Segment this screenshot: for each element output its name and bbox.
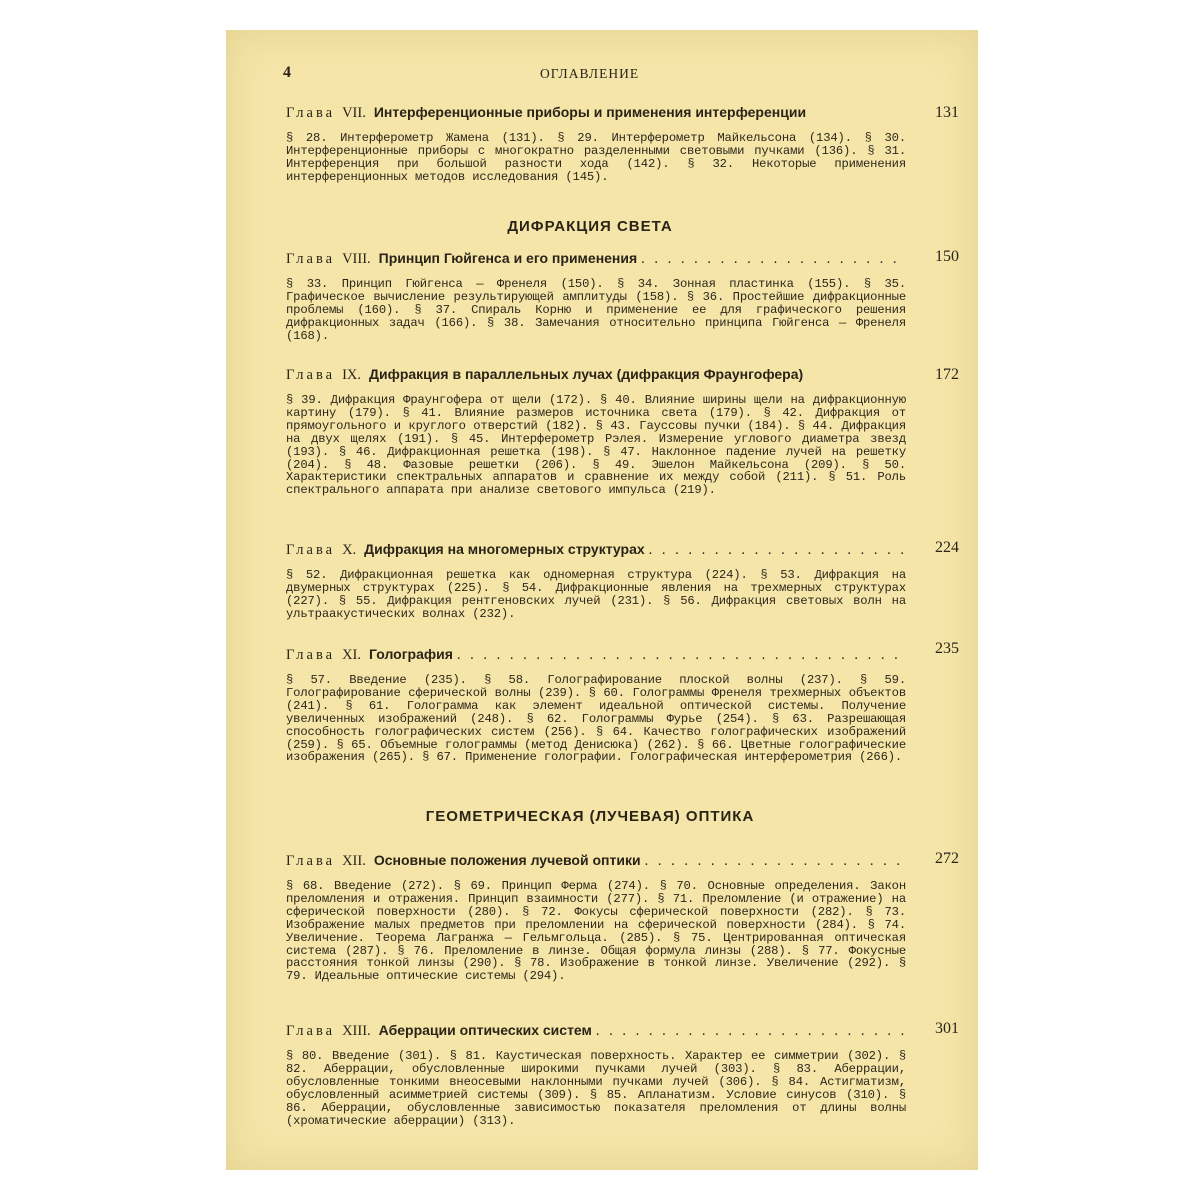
chapter-page-number: 131 [935,104,959,121]
chapter-word: Глава [286,647,336,663]
chapter-number: VII. [342,105,366,121]
chapter-title: Основные положения лучевой оптики [373,852,641,868]
chapter-entry [286,250,906,343]
chapter-title: Дифракция в параллельных лучах (дифракция Фраунгофера) [369,366,804,382]
chapter-sections: § 57. Введение (235). § 58. Голографирование плоской волны (237). § 59. Голографирование сферической волны (239). § 60. Голограммы Френеля трехмерных объектов (241). § 61. Голограмма как элемент идеальной оптической системы. Получение увеличенных изображений (248). § 62. Голограммы Фурье (254). § 63. Разрешающая способность голографических систем (256). § 64. Качество голографических изображений (259). § 65. Объемные голограммы (метод Денисюка) (262). § 66. Цветные голографические изображения (265). § 67. Применение голографии. Голографическая интерферометрия (266). [286,673,906,765]
part-heading: ДИФРАКЦИЯ СВЕТА [507,218,673,235]
chapter-sections: § 52. Дифракционная решетка как одномерная структура (224). § 53. Дифракция на двумерных структурах (225). § 54. Дифракционные явления на трехмерных структурах (227). § 55. Дифракция рентгеновских лучей (231). § 56. Дифракция световых волн на ультраакустических волнах (232). [286,568,906,621]
chapter-heading [286,646,906,668]
chapter-word: Глава [286,853,336,869]
running-title: ОГЛАВЛЕНИЕ [540,66,640,81]
chapter-page-number: 150 [935,248,959,265]
chapter-title: Интерференционные приборы и применения интерференции [373,104,807,120]
chapter-entry [286,541,906,621]
chapter-title: Принцип Гюйгенса и его применения [378,250,638,266]
part-heading: ГЕОМЕТРИЧЕСКАЯ (ЛУЧЕВАЯ) ОПТИКА [425,808,755,825]
chapter-entry [286,646,906,764]
chapter-word: Глава [286,251,336,267]
chapter-heading [286,250,906,272]
chapter-page-number: 224 [935,539,959,556]
chapter-heading [286,852,906,874]
chapter-number: XI. [342,647,361,663]
chapter-word: Глава [286,105,336,121]
chapter-entry [286,852,906,983]
chapter-number: VIII. [342,251,371,267]
chapter-heading [286,104,906,126]
chapter-word: Глава [286,367,336,383]
page-number: 4 [283,64,291,81]
chapter-page-number: 172 [935,366,959,383]
dot-leader [596,1023,906,1040]
chapter-entry [286,1022,906,1127]
chapter-heading [286,541,906,563]
dot-leader [649,542,906,559]
chapter-sections: § 80. Введение (301). § 81. Каустическая поверхность. Характер ее симметрии (302). § 82. Аберрации, обусловленные широкими пучками лучей (303). § 83. Аберрации, обусловленные тонкими внеосевыми наклонными пучками лучей (306). § 84. Астигматизм, обусловленный асимметрией системы (309). § 85. Апланатизм. Условие синусов (310). § 86. Аберрации, обусловленные зависимостью показателя преломления от длины волны (хроматические аберрации) (313). [286,1049,906,1128]
chapter-sections: § 68. Введение (272). § 69. Принцип Ферма (274). § 70. Основные определения. Закон преломления и отражения. Принцип взаимности (277). § 71. Преломление (и отражение) на сферической поверхности (280). § 72. Фокусы сферической поверхности (282). § 73. Изображение малых предметов при преломлении на сферической поверхности (284). § 74. Увеличение. Теорема Лагранжа — Гельмгольца. (285). § 75. Центрированная оптическая система (287). § 76. Преломление в линзе. Общая формула линзы (288). § 77. Фокусные расстояния тонкой линзы (290). § 78. Изображение в тонкой линзе. Увеличение (292). § 79. Идеальные оптические системы (294). [286,879,906,984]
dot-leader [641,251,906,268]
chapter-sections: § 33. Принцип Гюйгенса — Френеля (150). § 34. Зонная пластинка (155). § 35. Графическое вычисление результирующей амплитуды (158). § 36. Простейшие дифракционные проблемы (160). § 37. Спираль Корню и применение ее для графического решения дифракционных задач (166). § 38. Замечания относительно принципа Гюйгенса — Френеля (168). [286,277,906,343]
chapter-entry [286,366,906,497]
chapter-word: Глава [286,542,336,558]
chapter-entry [286,104,906,184]
chapter-title: Аберрации оптических систем [378,1022,592,1038]
chapter-page-number: 235 [935,640,959,657]
chapter-word: Глава [286,1023,336,1039]
chapter-heading [286,1022,906,1044]
dot-leader [457,647,906,664]
dot-leader [645,853,906,870]
chapter-page-number: 301 [935,1020,959,1037]
chapter-heading [286,366,906,388]
chapter-title: Дифракция на многомерных структурах [364,541,645,557]
chapter-number: X. [342,542,357,558]
chapter-page-number: 272 [935,850,959,867]
chapter-sections: § 28. Интерферометр Жамена (131). § 29. Интерферометр Майкельсона (134). § 30. Интерференционные приборы с многократно разделенными световыми пучками (136). § 31. Интерференция при большой разности хода (142). § 32. Некоторые применения интерференционных методов исследования (145). [286,131,906,184]
chapter-number: IX. [342,367,361,383]
chapter-title: Голография [369,646,453,662]
chapter-sections: § 39. Дифракция Фраунгофера от щели (172). § 40. Влияние ширины щели на дифракционную картину (179). § 41. Влияние размеров источника света (179). § 42. Дифракция от прямоугольного и круглого отверстий (182). § 43. Гауссовы пучки (184). § 44. Дифракция на двух щелях (191). § 45. Интерферометр Рэлея. Измерение углового диаметра звезд (193). § 46. Дифракционная решетка (198). § 47. Наклонное падение лучей на решетку (204). § 48. Фазовые решетки (206). § 49. Эшелон Майкельсона (209). § 50. Характеристики спектральных аппаратов и сравнение их между собой (211). § 51. Роль спектрального аппарата при анализе светового импульса (219). [286,393,906,498]
chapter-number: XIII. [342,1023,371,1039]
chapter-number: XII. [342,853,366,869]
